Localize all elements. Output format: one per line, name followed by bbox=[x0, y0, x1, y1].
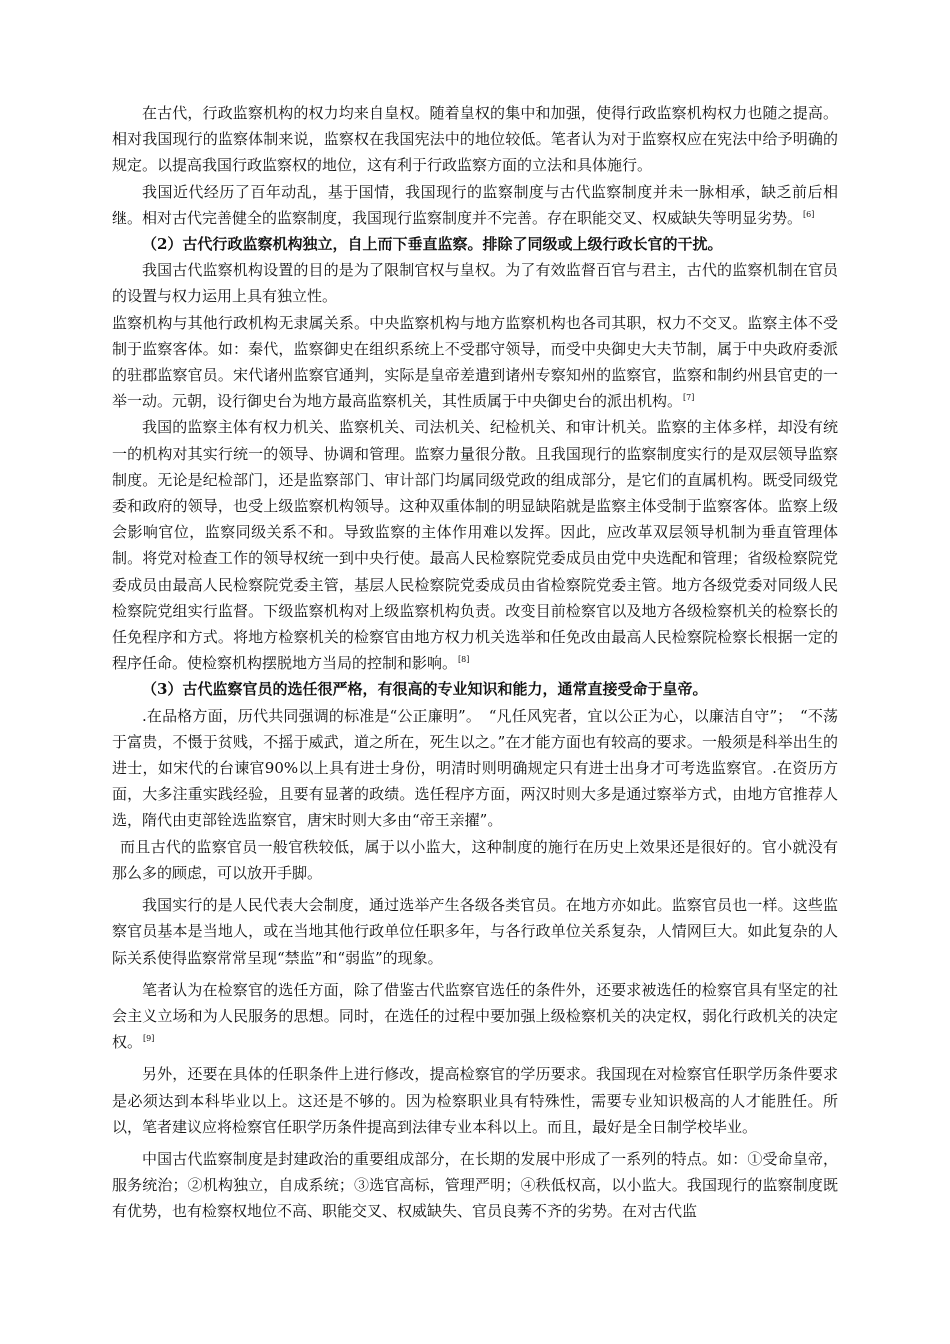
paragraph-4: 监察机构与其他行政机构无隶属关系。中央监察机构与地方监察机构也各司其职，权力不交叉。监察主体不受制于监察客体。如：秦代，监察御史在组织系统上不受郡守领导，而受中央御史大夫节制，属于中央政府委派的驻郡监察官员。宋代诸州监察官通判，实际是皇帝差遣到诸州专察知州的监察官，监察和制约州县官吏的一举一动。元朝，设行御史台为地方最高监察机关，其性质属于中央御史台的派出机构。[7] bbox=[112, 313, 838, 411]
paragraph-5: 我国的监察主体有权力机关、监察机关、司法机关、纪检机关、和审计机关。监察的主体多样，却没有统一的机构对其实行统一的领导、协调和管理。监察力量很分散。且我国现行的监察制度实行的是双层领导监察制度。无论是纪检部门，还是监察部门、审计部门均属同级党政的组成部分，是它们的直属机构。既受同级党委和政府的领导，也受上级监察机构领导。这种双重体制的明显缺陷就是监察主体受制于监察客体。监察上级会影响官位，监察同级关系不和。导致监察的主体作用难以发挥。因此，应改革双层领导机制为垂直管理体制。将党对检查工作的领导权统一到中央行使。最高人民检察院党委成员由党中央选配和管理；省级检察院党委成员由最高人民检察院党委主管，基层人民检察院党委成员由省检察院党委主管。地方各级党委对同级人民检察院党组实行监督。下级监察机构对上级监察机构负责。改变目前检察官以及地方各级检察机关的检察长的任免程序和方式。将地方检察机关的检察官由地方权力机关选举和任免改由最高人民检察院检察长根据一定的程序任命。使检察机构摆脱地方当局的控制和影响。[8] bbox=[112, 418, 838, 673]
citation-7: [7] bbox=[683, 393, 695, 403]
citation-8: [8] bbox=[458, 655, 470, 665]
paragraph-10: 另外，还要在具体的任职条件上进行修改，提高检察官的学历要求。我国现在对检察官任职学历条件要求是必须达到本科毕业以上。这还是不够的。因为检察职业具有特殊性，需要专业知识极高的人才能胜任。所以，笔者建议应将检察官任职学历条件提高到法律专业本科以上。而且，最好是全日制学校毕业。 bbox=[112, 1065, 838, 1136]
paragraph-3: 我国古代监察机构设置的目的是为了限制官权与皇权。为了有效监督百官与君主，古代的监察机制在官员的设置与权力运用上具有独立性。 bbox=[112, 261, 838, 306]
document-page bbox=[112, 100, 838, 1225]
citation-9: [9] bbox=[143, 1034, 155, 1044]
section-heading-2: （2）古代行政监察机构独立，自上而下垂直监察。排除了同级或上级行政长官的干扰。 bbox=[142, 235, 723, 254]
paragraph-2: 我国近代经历了百年动乱，基于国情，我国现行的监察制度与古代监察制度并未一脉相承，缺乏前后相继。相对古代完善健全的监察制度，我国现行监察制度并不完善。存在职能交叉、权威缺失等明显劣势。[6] bbox=[112, 182, 838, 227]
section-heading-3: （3）古代监察官员的选任很严格，有很高的专业知识和能力，通常直接受命于皇帝。 bbox=[142, 680, 708, 699]
paragraph-8: 我国实行的是人民代表大会制度，通过选举产生各级各类官员。在地方亦如此。监察官员也一样。这些监察官员基本是当地人，或在当地其他行政单位任职多年，与各行政单位关系复杂，人情网巨大。如此复杂的人际关系使得监察常常呈现“禁监”和“弱监”的现象。 bbox=[112, 896, 838, 967]
paragraph-9: 笔者认为在检察官的选任方面，除了借鉴古代监察官选任的条件外，还要求被选任的检察官具有坚定的社会主义立场和为人民服务的思想。同时，在选任的过程中要加强上级检察机关的决定权，弱化行政机关的决定权。[9] bbox=[112, 980, 838, 1052]
paragraph-7: 而且古代的监察官员一般官秩较低，属于以小监大，这种制度的施行在历史上效果还是很好的。官小就没有那么多的顾虑，可以放开手脚。 bbox=[112, 837, 838, 882]
paragraph-6: .在品格方面，历代共同强调的标准是“公正廉明”。 “凡任风宪者，宜以公正为心，以廉洁自守”； “不荡于富贵，不慑于贫贱，不摇于威武，道之所在，死生以之。”在才能方面也有较高的要求。一般须是科举出生的进士，如宋代的台谏官90%以上具有进士身份，明清时则明确规定只有进士出身才可考选监察官。.在资历方面，大多注重实践经验，且要有显著的政绩。选任程序方面，两汉时则大多是通过察举方式，由地方官推荐人选，隋代由吏部铨选监察官，唐宋时则大多由“帝王亲擢”。 bbox=[112, 706, 838, 830]
paragraph-1: 在古代，行政监察机构的权力均来自皇权。随着皇权的集中和加强，使得行政监察机构权力也随之提高。相对我国现行的监察体制来说，监察权在我国宪法中的地位较低。笔者认为对于监察权应在宪法中给予明确的规定。以提高我国行政监察权的地位，这有利于行政监察方面的立法和具体施行。 bbox=[112, 104, 838, 175]
paragraph-11: 中国古代监察制度是封建政治的重要组成部分，在长期的发展中形成了一系列的特点。如：①受命皇帝，服务统治；②机构独立，自成系统；③选官高标，管理严明；④秩低权高，以小监大。我国现行的监察制度既有优势，也有检察权地位不高、职能交叉、权威缺失、官员良莠不齐的劣势。在对古代监 bbox=[112, 1149, 838, 1221]
citation-6: [6] bbox=[803, 209, 815, 219]
